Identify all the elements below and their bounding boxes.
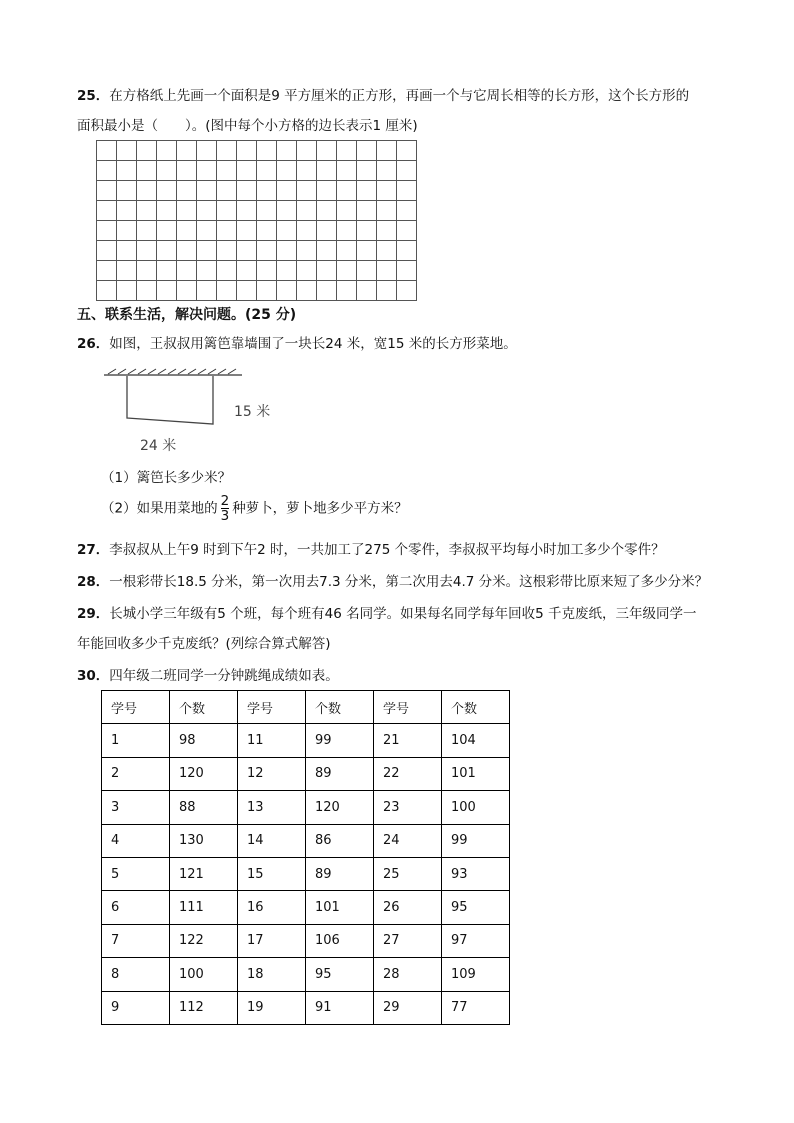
grid-cell — [277, 161, 297, 181]
grid-cell — [237, 201, 257, 221]
q27-text — [77, 538, 665, 558]
grid-cell — [257, 161, 277, 181]
table-cell: 120 — [170, 757, 238, 790]
table-cell: 93 — [442, 857, 510, 890]
grid-cell — [377, 201, 397, 221]
table-cell: 95 — [442, 891, 510, 924]
grid-cell — [177, 221, 197, 241]
grid-cell — [257, 241, 277, 261]
table-cell: 95 — [306, 958, 374, 991]
square-grid — [96, 140, 417, 301]
grid-cell — [177, 201, 197, 221]
grid-cell — [257, 221, 277, 241]
question-number: 30． — [77, 668, 110, 684]
grid-cell — [357, 261, 377, 281]
q26-text — [77, 332, 517, 352]
table-cell: 11 — [238, 724, 306, 757]
table-cell: 101 — [306, 891, 374, 924]
table-cell: 106 — [306, 924, 374, 957]
grid-cell — [337, 221, 357, 241]
grid-cell — [217, 221, 237, 241]
table-header-cell: 学号 — [374, 691, 442, 724]
q29-line2: 年能回收多少千克废纸？(列综合算式解答) — [77, 636, 331, 652]
grid-cell — [397, 201, 417, 221]
table-cell: 27 — [374, 924, 442, 957]
table-cell: 2 — [102, 757, 170, 790]
grid-cell — [357, 281, 377, 301]
grid-cell — [97, 141, 117, 161]
grid-cell — [237, 181, 257, 201]
table-row — [102, 991, 510, 1024]
table-cell: 99 — [306, 724, 374, 757]
table-cell: 15 — [238, 857, 306, 890]
question-number: 28． — [77, 574, 110, 590]
grid-cell — [317, 201, 337, 221]
grid-cell — [397, 261, 417, 281]
grid-cell — [217, 161, 237, 181]
table-row — [102, 924, 510, 957]
grid-cell — [297, 281, 317, 301]
sub2-pre: （2）如果用菜地的 — [101, 500, 218, 517]
grid-cell — [97, 221, 117, 241]
grid-cell — [357, 201, 377, 221]
table-cell: 77 — [442, 991, 510, 1024]
table-header-cell: 学号 — [238, 691, 306, 724]
table-cell: 13 — [238, 791, 306, 824]
table-cell: 88 — [170, 791, 238, 824]
grid-cell — [317, 181, 337, 201]
grid-cell — [217, 201, 237, 221]
length-label: 24 米 — [140, 438, 177, 454]
grid-cell — [157, 281, 177, 301]
grid-cell — [317, 221, 337, 241]
grid-cell — [397, 241, 417, 261]
table-cell: 89 — [306, 757, 374, 790]
table-cell: 18 — [238, 958, 306, 991]
grid-cell — [117, 161, 137, 181]
grid-cell — [137, 221, 157, 241]
table-cell: 25 — [374, 857, 442, 890]
table-cell: 8 — [102, 958, 170, 991]
grid-cell — [317, 161, 337, 181]
grid-cell — [377, 221, 397, 241]
grid-cell — [397, 141, 417, 161]
grid-cell — [137, 261, 157, 281]
table-row — [102, 891, 510, 924]
table-cell: 120 — [306, 791, 374, 824]
grid-cell — [357, 161, 377, 181]
table-cell: 24 — [374, 824, 442, 857]
table-header-cell: 学号 — [102, 691, 170, 724]
grid-cell — [197, 201, 217, 221]
grid-cell — [177, 141, 197, 161]
grid-cell — [277, 181, 297, 201]
grid-cell — [377, 281, 397, 301]
grid-cell — [337, 261, 357, 281]
grid-cell — [397, 161, 417, 181]
grid-cell — [217, 281, 237, 301]
grid-cell — [97, 161, 117, 181]
grid-cell — [197, 261, 217, 281]
q30-text — [77, 664, 339, 684]
grid-cell — [377, 241, 397, 261]
grid-cell — [337, 181, 357, 201]
grid-cell — [217, 181, 237, 201]
question-text: 如图，王叔叔用篱笆靠墙围了一块长24 米，宽15 米的长方形菜地。 — [109, 336, 517, 352]
grid-cell — [197, 161, 217, 181]
grid-cell — [397, 281, 417, 301]
table-row — [102, 824, 510, 857]
grid-cell — [237, 141, 257, 161]
grid-cell — [297, 221, 317, 241]
denominator: 3 — [220, 508, 230, 524]
table-cell: 104 — [442, 724, 510, 757]
table-row — [102, 757, 510, 790]
q26-sub1: （1）篱笆长多少米？ — [101, 470, 232, 486]
grid-cell — [177, 241, 197, 261]
grid-cell — [337, 161, 357, 181]
grid-cell — [277, 261, 297, 281]
table-cell: 9 — [102, 991, 170, 1024]
grid-cell — [197, 281, 217, 301]
grid-cell — [257, 181, 277, 201]
grid-cell — [397, 181, 417, 201]
grid-cell — [157, 241, 177, 261]
grid-cell — [197, 241, 217, 261]
table-row — [102, 724, 510, 757]
table-cell: 5 — [102, 857, 170, 890]
grid-cell — [297, 141, 317, 161]
width-label: 15 米 — [234, 404, 271, 420]
grid-cell — [137, 161, 157, 181]
table-cell: 98 — [170, 724, 238, 757]
grid-cell — [97, 241, 117, 261]
table-cell: 21 — [374, 724, 442, 757]
question-text: 一根彩带长18.5 分米，第一次用去7.3 分米，第二次用去4.7 分米。这根彩带比原来短了多少分米？ — [109, 574, 709, 590]
grid-cell — [217, 141, 237, 161]
table-cell: 19 — [238, 991, 306, 1024]
table-cell: 16 — [238, 891, 306, 924]
grid-cell — [137, 201, 157, 221]
grid-cell — [157, 181, 177, 201]
grid-cell — [317, 141, 337, 161]
table-cell: 100 — [170, 958, 238, 991]
grid-cell — [337, 241, 357, 261]
grid-cell — [117, 281, 137, 301]
question-number: 25． — [77, 88, 110, 104]
grid-cell — [177, 161, 197, 181]
grid-cell — [397, 221, 417, 241]
wall-hatching — [108, 369, 236, 374]
table-header-cell: 个数 — [170, 691, 238, 724]
grid-cell — [237, 261, 257, 281]
question-text: 李叔叔从上午9 时到下午2 时，一共加工了275 个零件，李叔叔平均每小时加工多少个零件？ — [109, 542, 665, 558]
question-text: 长城小学三年级有5 个班，每个班有46 名同学。如果每名同学每年回收5 千克废纸，三年级同学一 — [109, 606, 697, 622]
question-number: 29． — [77, 606, 110, 622]
grid-cell — [297, 201, 317, 221]
grid-cell — [117, 221, 137, 241]
grid-cell — [177, 181, 197, 201]
grid-cell — [157, 201, 177, 221]
grid-cell — [277, 281, 297, 301]
grid-cell — [317, 281, 337, 301]
table-row — [102, 791, 510, 824]
grid-cell — [257, 281, 277, 301]
grid-cell — [117, 141, 137, 161]
table-cell: 89 — [306, 857, 374, 890]
table-cell: 109 — [442, 958, 510, 991]
grid-cell — [357, 181, 377, 201]
grid-cell — [297, 181, 317, 201]
grid-cell — [237, 281, 257, 301]
grid-cell — [157, 221, 177, 241]
grid-cell — [117, 261, 137, 281]
grid-cell — [137, 181, 157, 201]
grid-cell — [97, 201, 117, 221]
grid-cell — [297, 261, 317, 281]
table-cell: 1 — [102, 724, 170, 757]
table-cell: 130 — [170, 824, 238, 857]
grid-cell — [237, 221, 257, 241]
q25-line2: 面积最小是（ ）。(图中每个小方格的边长表示1 厘米) — [77, 118, 418, 134]
section-title: 五、联系生活，解决问题。(25 分) — [77, 307, 297, 323]
table-cell: 111 — [170, 891, 238, 924]
table-cell: 99 — [442, 824, 510, 857]
q29-line1 — [77, 602, 697, 622]
grid-cell — [97, 281, 117, 301]
grid-cell — [357, 221, 377, 241]
grid-cell — [357, 241, 377, 261]
grid-cell — [337, 201, 357, 221]
grid-cell — [257, 201, 277, 221]
grid-cell — [337, 141, 357, 161]
table-header-cell: 个数 — [442, 691, 510, 724]
grid-cell — [297, 241, 317, 261]
grid-cell — [237, 241, 257, 261]
q25-line1 — [77, 84, 689, 104]
table-cell: 14 — [238, 824, 306, 857]
q28-text — [77, 570, 708, 590]
table-cell: 4 — [102, 824, 170, 857]
grid-cell — [377, 181, 397, 201]
grid-cell — [377, 141, 397, 161]
grid-cell — [117, 201, 137, 221]
table-cell: 121 — [170, 857, 238, 890]
jump-rope-table — [101, 690, 510, 1025]
grid-cell — [317, 241, 337, 261]
table-cell: 29 — [374, 991, 442, 1024]
grid-cell — [377, 161, 397, 181]
table-cell: 7 — [102, 924, 170, 957]
grid-cell — [137, 141, 157, 161]
grid-cell — [217, 261, 237, 281]
grid-cell — [197, 181, 217, 201]
table-cell: 3 — [102, 791, 170, 824]
grid-cell — [157, 261, 177, 281]
grid-cell — [177, 261, 197, 281]
question-number: 26． — [77, 336, 110, 352]
grid-cell — [257, 141, 277, 161]
table-cell: 26 — [374, 891, 442, 924]
question-number: 27． — [77, 542, 110, 558]
grid-cell — [197, 221, 217, 241]
grid-cell — [197, 141, 217, 161]
grid-cell — [137, 281, 157, 301]
grid-cell — [177, 281, 197, 301]
table-cell: 97 — [442, 924, 510, 957]
table-cell: 101 — [442, 757, 510, 790]
grid-cell — [237, 161, 257, 181]
table-header-cell: 个数 — [306, 691, 374, 724]
grid-cell — [97, 261, 117, 281]
grid-cell — [97, 181, 117, 201]
grid-cell — [157, 161, 177, 181]
grid-cell — [277, 141, 297, 161]
table-cell: 22 — [374, 757, 442, 790]
table-cell: 28 — [374, 958, 442, 991]
fence-rectangle — [127, 376, 213, 424]
grid-cell — [377, 261, 397, 281]
question-text: 在方格纸上先画一个面积是9 平方厘米的正方形，再画一个与它周长相等的长方形，这个长方形的 — [109, 88, 690, 104]
table-header-row — [102, 691, 510, 724]
table-cell: 122 — [170, 924, 238, 957]
question-text: 四年级二班同学一分钟跳绳成绩如表。 — [109, 668, 339, 684]
grid-cell — [297, 161, 317, 181]
table-cell: 23 — [374, 791, 442, 824]
sub2-post: 种萝卜，萝卜地多少平方米？ — [232, 500, 408, 517]
table-row — [102, 958, 510, 991]
grid-cell — [277, 221, 297, 241]
table-cell: 17 — [238, 924, 306, 957]
table-cell: 112 — [170, 991, 238, 1024]
grid-cell — [137, 241, 157, 261]
grid-cell — [357, 141, 377, 161]
table-cell: 91 — [306, 991, 374, 1024]
numerator: 2 — [220, 493, 230, 509]
grid-cell — [217, 241, 237, 261]
table-row — [102, 857, 510, 890]
fraction — [221, 494, 230, 523]
grid-cell — [117, 241, 137, 261]
table-cell: 86 — [306, 824, 374, 857]
grid-cell — [317, 261, 337, 281]
table-cell: 100 — [442, 791, 510, 824]
grid-cell — [117, 181, 137, 201]
grid-cell — [257, 261, 277, 281]
grid-cell — [277, 201, 297, 221]
grid-cell — [337, 281, 357, 301]
q26-sub2 — [101, 494, 408, 523]
grid-cell — [277, 241, 297, 261]
grid-cell — [157, 141, 177, 161]
table-cell: 12 — [238, 757, 306, 790]
table-cell: 6 — [102, 891, 170, 924]
